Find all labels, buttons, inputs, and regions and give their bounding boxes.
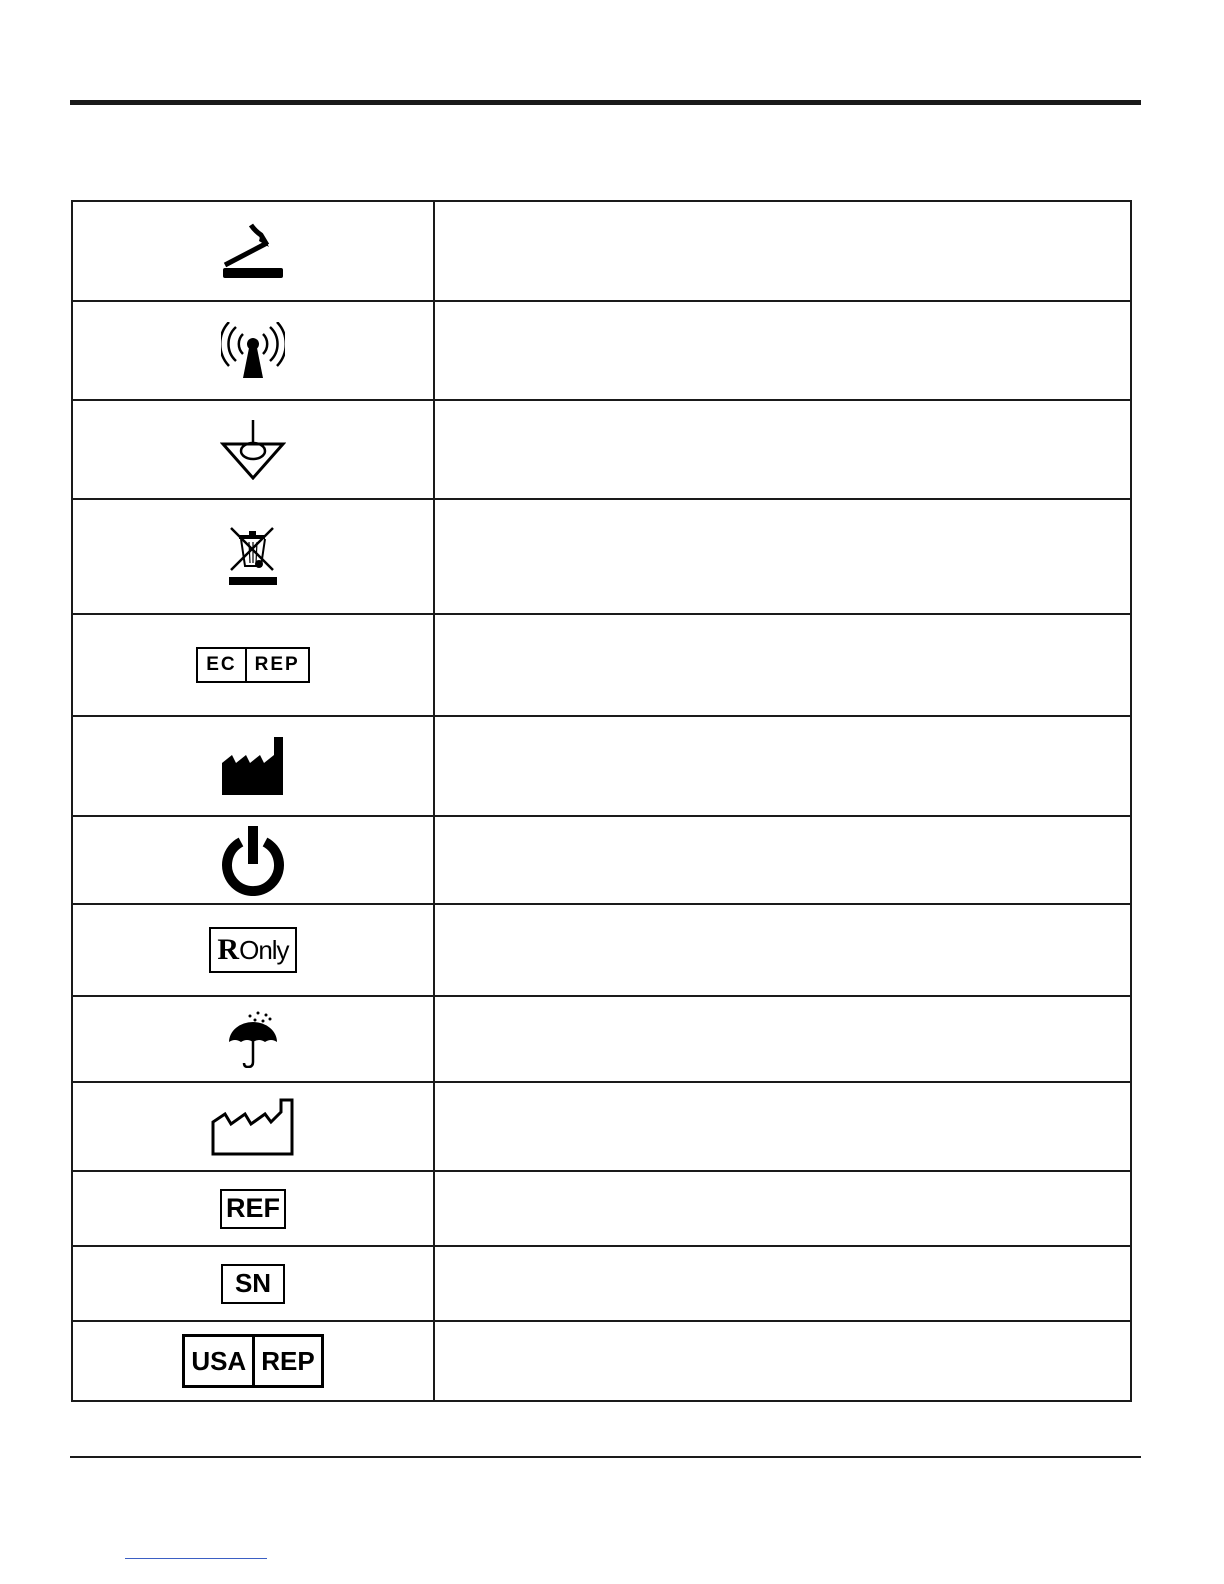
symbol-cell bbox=[72, 996, 434, 1082]
table-row bbox=[72, 996, 1131, 1082]
ref-catalog-icon bbox=[220, 1189, 286, 1229]
table-row bbox=[72, 201, 1131, 301]
symbol-cell bbox=[72, 1082, 434, 1171]
serial-number-icon bbox=[221, 1264, 285, 1304]
table-row bbox=[72, 1246, 1131, 1321]
ref-label: REF bbox=[226, 1193, 280, 1223]
weee-crossed-bin-icon bbox=[223, 526, 283, 588]
table-row bbox=[72, 1321, 1131, 1401]
symbol-cell bbox=[72, 904, 434, 996]
symbol-cell bbox=[72, 816, 434, 904]
description-cell bbox=[434, 1321, 1131, 1401]
table-row bbox=[72, 1082, 1131, 1171]
description-cell bbox=[434, 904, 1131, 996]
date-of-manufacture-icon bbox=[211, 1098, 295, 1156]
footer-link-underline[interactable] bbox=[125, 1558, 267, 1559]
description-cell bbox=[434, 499, 1131, 614]
table-row bbox=[72, 614, 1131, 716]
symbol-cell bbox=[72, 301, 434, 400]
manufacturer-icon bbox=[222, 737, 284, 795]
only-label: Only bbox=[239, 934, 289, 965]
table-row bbox=[72, 904, 1131, 996]
description-cell bbox=[434, 301, 1131, 400]
symbol-cell bbox=[72, 400, 434, 499]
description-cell bbox=[434, 400, 1131, 499]
ec-label: EC bbox=[206, 654, 237, 675]
description-cell bbox=[434, 1082, 1131, 1171]
symbol-cell bbox=[72, 716, 434, 816]
ec-rep-icon bbox=[196, 647, 309, 683]
description-cell bbox=[434, 816, 1131, 904]
header-rule bbox=[70, 100, 1141, 105]
keep-dry-icon bbox=[226, 1010, 280, 1068]
symbol-cell bbox=[72, 1321, 434, 1401]
symbol-cell bbox=[72, 1171, 434, 1246]
symbols-table bbox=[71, 200, 1132, 1402]
table-row bbox=[72, 816, 1131, 904]
description-cell bbox=[434, 201, 1131, 301]
symbol-cell bbox=[72, 614, 434, 716]
description-cell bbox=[434, 1246, 1131, 1321]
description-cell bbox=[434, 716, 1131, 816]
table-row bbox=[72, 716, 1131, 816]
power-standby-icon bbox=[220, 824, 286, 896]
applied-part-icon bbox=[221, 221, 285, 281]
symbol-cell bbox=[72, 1246, 434, 1321]
table-row bbox=[72, 499, 1131, 614]
non-ionizing-radiation-icon bbox=[221, 322, 285, 380]
table-row bbox=[72, 301, 1131, 400]
equipotentiality-icon bbox=[220, 420, 286, 480]
rx-label: R bbox=[217, 933, 240, 966]
description-cell bbox=[434, 614, 1131, 716]
footer-rule bbox=[70, 1456, 1141, 1458]
symbol-cell bbox=[72, 499, 434, 614]
sn-label: SN bbox=[234, 1268, 272, 1298]
table-row bbox=[72, 1171, 1131, 1246]
table-row bbox=[72, 400, 1131, 499]
usa-label: USA bbox=[191, 1345, 247, 1376]
symbol-cell bbox=[72, 201, 434, 301]
rep-label: REP bbox=[245, 649, 308, 681]
description-cell bbox=[434, 996, 1131, 1082]
rep-label: REP bbox=[252, 1337, 320, 1385]
rx-only-icon bbox=[209, 927, 296, 973]
usa-rep-icon bbox=[182, 1334, 323, 1388]
description-cell bbox=[434, 1171, 1131, 1246]
